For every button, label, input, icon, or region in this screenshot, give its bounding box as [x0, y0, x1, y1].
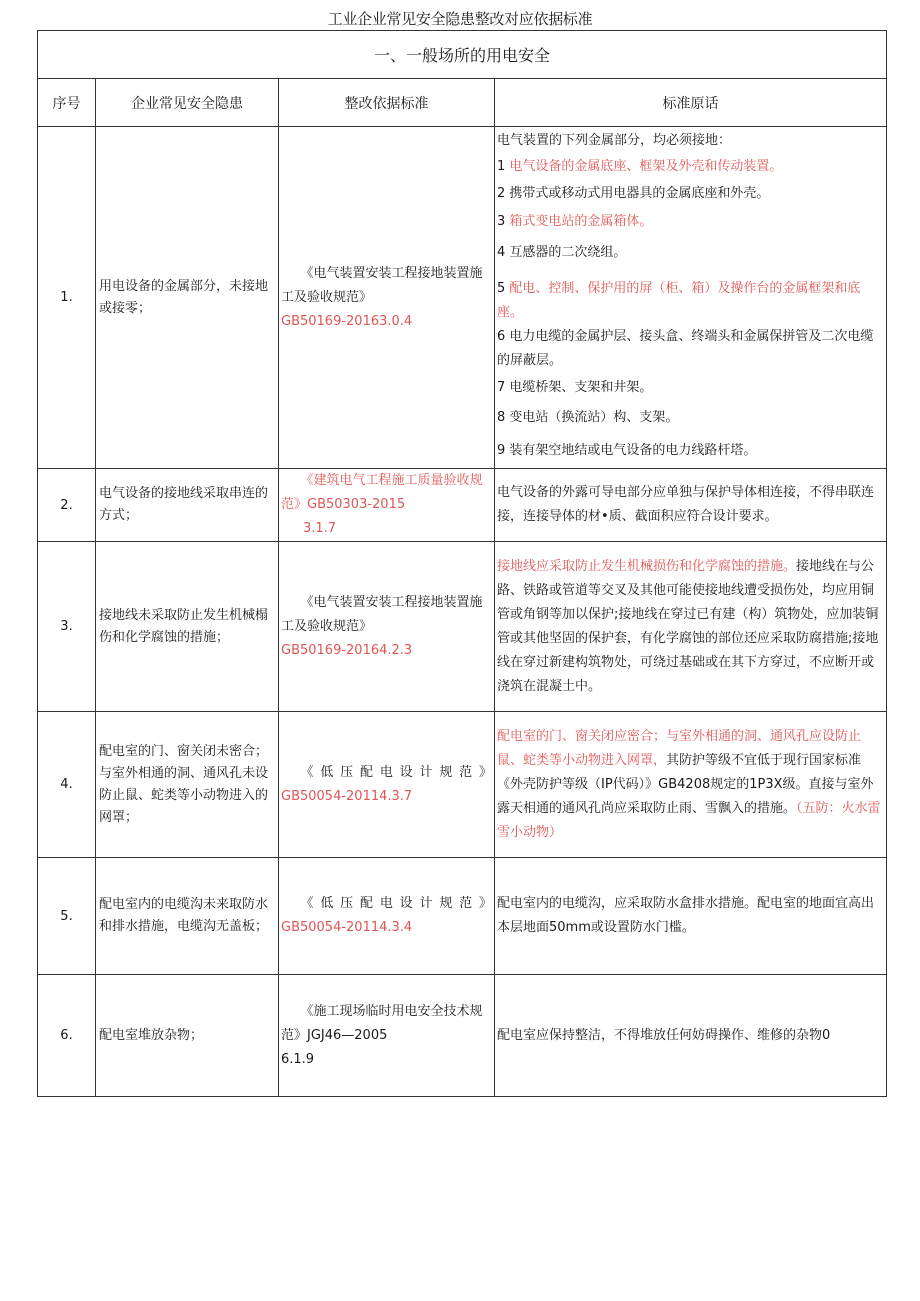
- original-rest: 接地线在与公路、铁路或管道等交叉及其他可能使接地线遭受损伤处，均应用铜管或角钢等加以保护;接地线在穿过已有建（构）筑物处，应加装铜管或其他坚固的保护套，有化学腐蚀的部位还应采取防腐措施;接地线在穿过新建构筑物处，可绕过基础或在其下方穿过，不应断开或浇筑在混凝土中。: [497, 558, 879, 694]
- basis-cell: [279, 712, 495, 858]
- list-item: [497, 269, 882, 325]
- list-item: [497, 207, 882, 237]
- original-text-cell: [495, 127, 887, 469]
- basis-code: GB50169-20164.2.3: [281, 642, 413, 658]
- original-intro: 电气装置的下列金属部分，均必须接地：: [497, 133, 732, 148]
- hazard-cell: 接地线未采取防止发生机械榻伤和化学腐蚀的措施；: [96, 542, 279, 712]
- basis-reference: 《建筑电气工程施工质量验收规范》GB50303-2015: [281, 473, 483, 512]
- item-number: 7: [497, 380, 506, 395]
- item-number: 4: [497, 245, 506, 260]
- item-text: 电气设备的金属底座、框架及外壳和传动装置。: [509, 159, 783, 174]
- table-row: [38, 975, 887, 1097]
- original-text-cell: 配电室应保持整洁，不得堆放任何妨碍操作、维修的杂物0: [495, 975, 887, 1097]
- item-text: 电力电缆的金属护层、接头盒、终端头和金属保拼管及二次电缆的屏蔽层。: [497, 329, 874, 368]
- original-highlight: 接地线应采取防止发生机械损伤和化学腐蚀的措施。: [497, 558, 797, 574]
- original-note: （五防：火水雷雪小动物）: [497, 800, 881, 840]
- basis-reference: 《电气装置安装工程接地装置施工及验收规范》: [281, 265, 483, 305]
- column-header-basis: 整改依据标准: [279, 79, 495, 127]
- list-item: [497, 180, 882, 207]
- basis-reference: 《低压配电设计规范》: [300, 764, 492, 780]
- basis-code: 3.1.7: [303, 521, 337, 536]
- table-row: [38, 469, 887, 542]
- original-text-cell: [495, 542, 887, 712]
- row-number: 1.: [38, 127, 96, 469]
- hazard-cell: 配电室堆放杂物；: [96, 975, 279, 1097]
- list-item: [497, 325, 882, 373]
- document-title: 工业企业常见安全隐患整改对应依据标准: [327, 10, 593, 28]
- item-number: 6: [497, 329, 506, 344]
- hazard-cell: 配电室的门、窗关闭未密合；与室外相通的洞、通风孔未设防止鼠、蛇类等小动物进入的网罩；: [96, 712, 279, 858]
- hazard-cell: 配电室内的电缆沟未来取防水和排水措施，电缆沟无盖板；: [96, 858, 279, 975]
- table-row: [38, 542, 887, 712]
- item-number: 8: [497, 410, 506, 425]
- original-text-cell: 配电室内的电缆沟，应采取防水盒排水措施。配电室的地面宜高出本层地面50mm或设置防水门槛。: [495, 858, 887, 975]
- basis-reference: 《电气装置安装工程接地装置施工及验收规范》: [281, 594, 483, 634]
- basis-reference: 《施工现场临时用电安全技术规范》JGJ46—2005: [281, 1003, 483, 1043]
- item-text: 变电站（换流站）构、支架。: [509, 410, 679, 425]
- basis-code: GB50169-20163.0.4: [281, 313, 413, 329]
- basis-code: GB50054-20114.3.7: [281, 788, 413, 804]
- original-text-cell: 电气设备的外露可导电部分应单独与保护导体相连接，不得串联连接，连接导体的材•质、截面积应符合设计要求。: [495, 469, 887, 542]
- basis-code: GB50054-20114.3.4: [281, 920, 413, 935]
- table-row: [38, 858, 887, 975]
- original-text-cell: [495, 712, 887, 858]
- row-number: 5.: [38, 858, 96, 975]
- item-text: 配电、控制、保护用的屏（柜、箱）及操作台的金属框架和底座。: [497, 281, 861, 320]
- column-header-hazard: 企业常见安全隐患: [96, 79, 279, 127]
- basis-reference: 《低压配电设计规范》: [300, 896, 492, 911]
- list-item: [497, 373, 882, 402]
- item-text: 装有架空地结或电气设备的电力线路杆塔。: [509, 443, 757, 458]
- list-item: [497, 402, 882, 434]
- basis-code: 6.1.9: [281, 1051, 315, 1067]
- hazard-standards-table: [37, 30, 887, 1097]
- item-text: 携带式或移动式用电器具的金属底座和外壳。: [509, 186, 770, 201]
- item-text: 电缆桥架、支架和井架。: [509, 380, 653, 395]
- item-number: 1: [497, 159, 506, 174]
- hazard-cell: 电气设备的接地线采取串连的方式；: [96, 469, 279, 542]
- basis-cell: [279, 858, 495, 975]
- basis-cell: [279, 469, 495, 542]
- row-number: 2.: [38, 469, 96, 542]
- item-number: 9: [497, 443, 506, 458]
- basis-cell: [279, 542, 495, 712]
- basis-cell: [279, 975, 495, 1097]
- item-number: 5: [497, 281, 506, 296]
- table-row: [38, 712, 887, 858]
- section-title: 一、一般场所的用电安全: [38, 31, 887, 79]
- item-text: 互感器的二次绕组。: [509, 245, 627, 260]
- list-item: [497, 153, 882, 180]
- column-header-number: 序号: [38, 79, 96, 127]
- row-number: 3.: [38, 542, 96, 712]
- table-row: [38, 127, 887, 469]
- original-rest: 其防护等级不宜低于现行国家标准《外壳防护等级（IP代码）》GB4208规定的1P3X级。直接与室外露天相通的通风孔尚应采取防止雨、雪飘入的措施。: [497, 752, 874, 816]
- row-number: 6.: [38, 975, 96, 1097]
- hazard-cell: 用电设备的金属部分，未接地或接零；: [96, 127, 279, 469]
- item-number: 3: [497, 214, 506, 229]
- row-number: 4.: [38, 712, 96, 858]
- basis-cell: [279, 127, 495, 469]
- item-number: 2: [497, 186, 506, 201]
- column-header-original-text: 标准原话: [495, 79, 887, 127]
- list-item: [497, 434, 882, 468]
- item-text: 箱式变电站的金属箱体。: [509, 214, 653, 229]
- list-item: [497, 237, 882, 269]
- original-highlight: 配电室的门、窗关闭应密合；与室外相通的洞、通风孔应设防止鼠、蛇类等小动物进入网罩，: [497, 728, 862, 768]
